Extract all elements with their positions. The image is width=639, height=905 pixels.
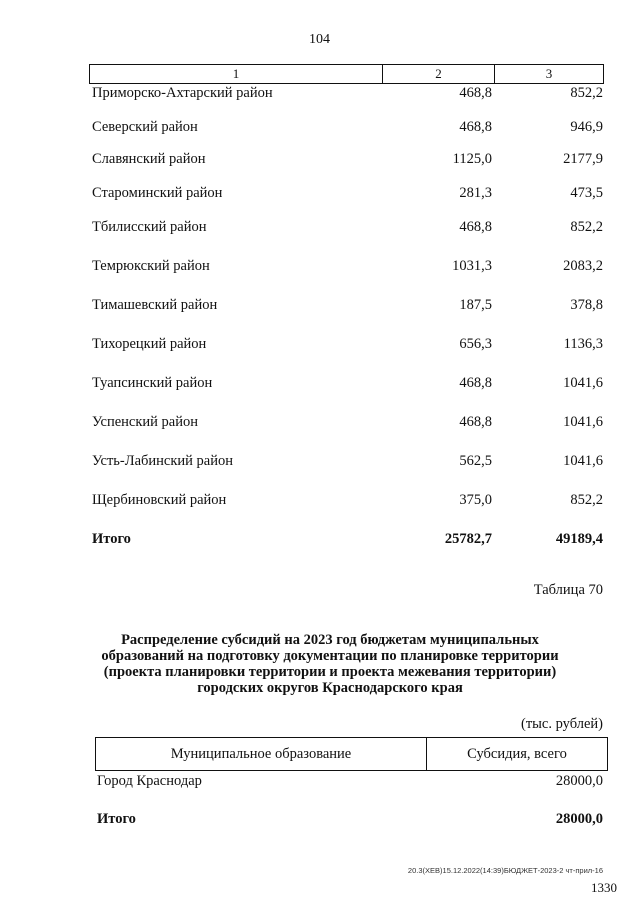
table2-header <box>95 737 608 771</box>
row-name: Северский район <box>92 119 198 135</box>
page-number: 104 <box>309 32 330 47</box>
table-row <box>0 414 639 434</box>
table-row <box>0 119 639 139</box>
row-name: Тбилисский район <box>92 219 207 235</box>
row-col2: 468,8 <box>459 219 492 235</box>
row-name: Тимашевский район <box>92 297 218 313</box>
total-col3: 49189,4 <box>555 531 603 547</box>
row-col2: 281,3 <box>459 185 492 201</box>
total-value: 28000,0 <box>555 811 603 827</box>
row-name: Усть-Лабинский район <box>92 453 233 469</box>
table1-header-col2: 2 <box>383 65 495 83</box>
row-name: Тихорецкий район <box>92 336 207 352</box>
caption-line: (проекта планировки территории и проекта межевания территории) <box>103 664 557 680</box>
document-stamp: 20.3(ХЕВ)15.12.2022(14:39)БЮДЖЕТ-2023-2 чт-прил-16 <box>407 866 603 875</box>
row-col3: 378,8 <box>570 297 603 313</box>
row-col2: 656,3 <box>459 336 492 352</box>
table-row <box>0 453 639 473</box>
row-col2: 468,8 <box>459 119 492 135</box>
table1-header-col3: 3 <box>545 66 553 81</box>
row-name: Славянский район <box>92 151 206 167</box>
row-value: 28000,0 <box>555 773 603 789</box>
row-col2: 468,8 <box>459 414 492 430</box>
row-col3: 1041,6 <box>563 453 603 469</box>
row-col2: 1031,3 <box>452 258 492 274</box>
row-col2: 187,5 <box>459 297 492 313</box>
row-name: Щербиновский район <box>92 492 227 508</box>
row-col2: 375,0 <box>459 492 492 508</box>
row-col3: 2177,9 <box>563 151 603 167</box>
row-name: Приморско-Ахтарский район <box>92 85 273 101</box>
row-col2: 562,5 <box>459 453 492 469</box>
caption-line: Распределение субсидий на 2023 год бюджетам муниципальных <box>121 632 539 648</box>
total-label: Итого <box>92 531 131 547</box>
units-label: (тыс. рублей) <box>521 716 603 732</box>
row-col2: 1125,0 <box>452 151 492 167</box>
total-col2: 25782,7 <box>444 531 492 547</box>
table1-header-col1: 1 <box>90 65 383 83</box>
row-col3: 473,5 <box>570 185 603 201</box>
row-name: Туапсинский район <box>92 375 213 391</box>
table-row <box>0 258 639 278</box>
row-col2: 468,8 <box>459 85 492 101</box>
total-label: Итого <box>97 811 136 827</box>
row-col3: 1041,6 <box>563 375 603 391</box>
table-row <box>0 85 639 105</box>
caption-line: образований на подготовку документации по планировке территории <box>101 648 559 664</box>
row-name: Темрюкский район <box>92 258 210 274</box>
table-row <box>0 219 639 239</box>
table-row <box>0 375 639 395</box>
caption-line: городских округов Краснодарского края <box>197 680 463 696</box>
table2-header-col2: Субсидия, всего <box>467 746 567 762</box>
table2-header-col1: Муниципальное образование <box>96 738 427 770</box>
row-col3: 1041,6 <box>563 414 603 430</box>
table-row <box>0 185 639 205</box>
table-caption <box>60 632 600 696</box>
row-col3: 946,9 <box>570 119 603 135</box>
table-number-label: Таблица 70 <box>533 582 603 598</box>
row-col3: 852,2 <box>570 85 603 101</box>
table-row <box>0 151 639 171</box>
row-name: Успенский район <box>92 414 198 430</box>
row-col3: 2083,2 <box>563 258 603 274</box>
table-row <box>0 336 639 356</box>
row-col3: 852,2 <box>570 219 603 235</box>
row-col3: 852,2 <box>570 492 603 508</box>
sheet-number: 1330 <box>591 880 617 895</box>
row-name: Город Краснодар <box>97 773 202 789</box>
table1-total-row <box>0 531 639 551</box>
row-col3: 1136,3 <box>563 336 603 352</box>
row-col2: 468,8 <box>459 375 492 391</box>
row-name: Староминский район <box>92 185 223 201</box>
table1-header <box>89 64 604 84</box>
table-row <box>0 492 639 512</box>
table-row <box>0 297 639 317</box>
